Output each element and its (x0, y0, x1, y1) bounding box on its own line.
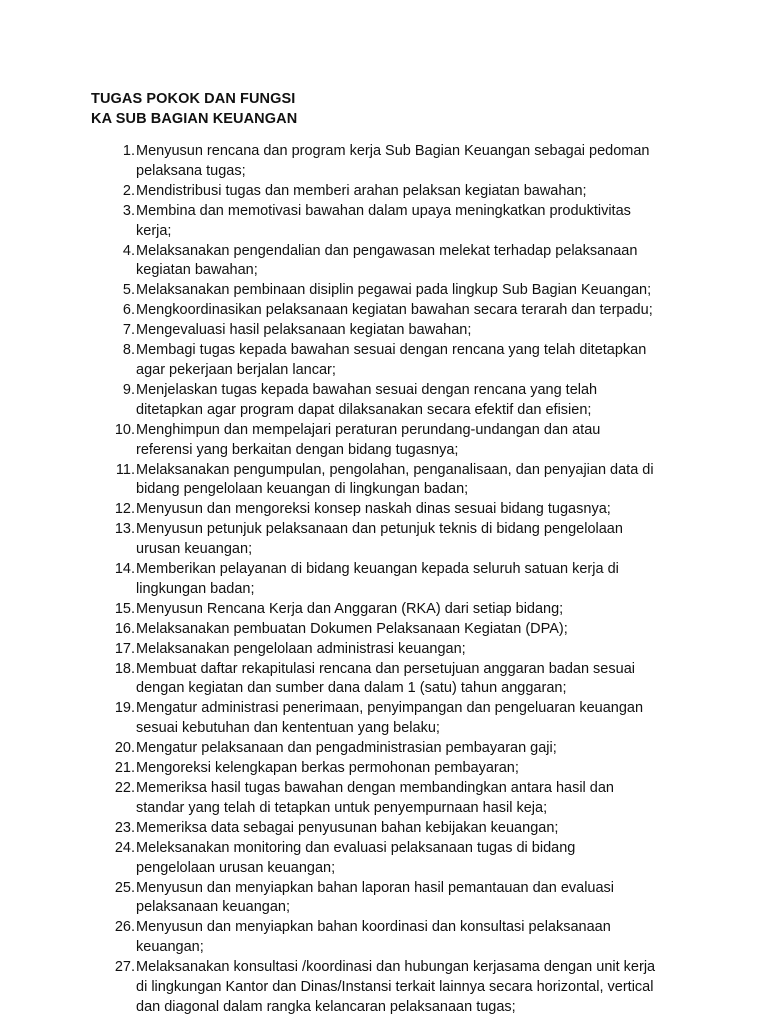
list-item (0, 640, 696, 660)
list-item-text-line: Menghimpun dan mempelajari peraturan perundang-undangan dan atau (136, 421, 601, 438)
list-item-text-line: Memeriksa hasil tugas bawahan dengan membandingkan antara hasil dan (136, 780, 614, 796)
list-item (0, 600, 696, 620)
list-item (0, 958, 696, 1018)
list-item (0, 421, 696, 461)
list-item-number: 26. (114, 919, 135, 936)
list-item-text-line: kegiatan bawahan; (136, 262, 258, 279)
list-item (0, 142, 696, 182)
list-item-number: 15. (114, 600, 135, 617)
list-item-number: 27. (114, 959, 135, 976)
list-item-text-line: Melaksanakan pengelolaan administrasi keuangan; (136, 640, 466, 657)
list-item-text-line: Mengatur pelaksanaan dan pengadministrasian pembayaran gaji; (136, 740, 557, 757)
list-item-number: 2. (122, 182, 135, 199)
list-item-text-line: Melaksanakan pengendalian dan pengawasan melekat terhadap pelaksanaan (136, 242, 638, 259)
list-item-text-line: Menyusun dan mengoreksi konsep naskah dinas sesuai bidang tugasnya; (136, 501, 611, 518)
list-item-number: 12. (114, 501, 135, 518)
list-item-text-line: standar yang telah di tetapkan untuk penyempurnaan hasil keja; (136, 799, 548, 816)
list-item-text-line: pelaksana tugas; (136, 162, 246, 179)
title-line-1: TUGAS POKOK DAN FUNGSI (91, 91, 296, 107)
list-item (0, 341, 696, 381)
list-item-text-line: Memberikan pelayanan di bidang keuangan kepada seluruh satuan kerja di (136, 561, 619, 578)
list-item-number: 23. (114, 819, 135, 836)
list-item-text-line: Memeriksa data sebagai penyusunan bahan kebijakan keuangan; (136, 819, 559, 836)
list-item-number: 7. (122, 322, 135, 339)
list-item-number: 16. (114, 620, 135, 637)
list-item-text-line: Melaksanakan pembinaan disiplin pegawai pada lingkup Sub Bagian Keuangan; (136, 282, 652, 299)
list-item (0, 699, 696, 739)
list-item (0, 879, 696, 919)
list-item (0, 660, 696, 700)
list-item-number: 25. (114, 879, 135, 896)
list-item-number: 21. (114, 760, 135, 777)
list-item (0, 739, 696, 759)
list-item-number: 24. (114, 839, 135, 856)
list-item-text-line: Menyusun rencana dan program kerja Sub Bagian Keuangan sebagai pedoman (136, 143, 650, 159)
list-item-text-line: bidang pengelolaan keuangan di lingkungan badan; (136, 481, 469, 498)
list-item-number: 6. (122, 302, 135, 319)
list-item-text-line: Mengoreksi kelengkapan berkas permohonan pembayaran; (136, 760, 519, 777)
list-item-text-line: Mengatur administrasi penerimaan, penyimpangan dan pengeluaran keuangan (136, 700, 644, 717)
list-item-text-line: Melaksanakan pengumpulan, pengolahan, penganalisaan, dan penyajian data di (136, 461, 654, 478)
list-item-number: 1. (122, 143, 135, 159)
list-item-text-line: sesuai kebutuhan dan kententuan yang belaku; (136, 720, 440, 737)
list-item (0, 301, 696, 321)
list-item (0, 520, 696, 560)
list-item (0, 560, 696, 600)
list-item-text-line: Menyusun dan menyiapkan bahan laporan hasil pemantauan dan evaluasi (136, 879, 615, 896)
list-item-number: 5. (122, 282, 135, 299)
list-item (0, 202, 696, 242)
list-item-text-line: lingkungan badan; (136, 580, 255, 597)
list-item-text-line: kerja; (136, 222, 172, 239)
list-item-text-line: urusan keuangan; (136, 541, 253, 558)
list-item (0, 281, 696, 301)
list-item-number: 14. (114, 561, 135, 578)
list-item-text-line: Menyusun dan menyiapkan bahan koordinasi dan konsultasi pelaksanaan (136, 919, 611, 936)
list-item-text-line: agar pekerjaan berjalan lancar; (136, 361, 336, 378)
list-item-text-line: Mengevaluasi hasil pelaksanaan kegiatan bawahan; (136, 322, 472, 339)
list-item-number: 3. (122, 202, 135, 219)
list-item-number: 8. (122, 342, 135, 359)
document-title (91, 89, 297, 129)
list-item-number: 20. (114, 740, 135, 757)
list-item (0, 182, 696, 202)
list-item (0, 779, 696, 819)
list-item-text-line: pelaksanaan keuangan; (136, 899, 290, 916)
list-item-text-line: Menjelaskan tugas kepada bawahan sesuai dengan rencana yang telah (136, 381, 598, 398)
list-item-text-line: Mengkoordinasikan pelaksanaan kegiatan bawahan secara terarah dan terpadu; (136, 302, 653, 319)
list-item-text-line: Menyusun petunjuk pelaksanaan dan petunjuk teknis di bidang pengelolaan (136, 521, 623, 538)
list-item-text-line: Meleksanakan monitoring dan evaluasi pelaksanaan tugas di bidang (136, 839, 576, 856)
list-item-text-line: Mendistribusi tugas dan memberi arahan pelaksan kegiatan bawahan; (136, 182, 587, 199)
list-item (0, 620, 696, 640)
list-item (0, 242, 696, 282)
list-item-text-line: di lingkungan Kantor dan Dinas/Instansi terkait lainnya secara horizontal, vertical (136, 979, 654, 996)
list-item-number: 4. (122, 242, 135, 259)
list-item-number: 11. (115, 461, 135, 478)
list-item (0, 759, 696, 779)
list-item-text-line: Membina dan memotivasi bawahan dalam upaya meningkatkan produktivitas (136, 202, 631, 219)
list-item-number: 19. (114, 700, 135, 717)
list-item (0, 500, 696, 520)
list-item-number: 10. (114, 421, 135, 438)
list-item (0, 321, 696, 341)
list-item-text-line: referensi yang berkaitan dengan bidang tugasnya; (136, 441, 459, 458)
duty-list (0, 142, 768, 1018)
list-item-number: 18. (114, 660, 135, 677)
list-item-text-line: Melaksanakan pembuatan Dokumen Pelaksanaan Kegiatan (DPA); (136, 620, 568, 637)
list-item-text-line: Menyusun Rencana Kerja dan Anggaran (RKA) dari setiap bidang; (136, 600, 564, 617)
list-item-number: 22. (114, 780, 135, 796)
list-item-number: 13. (114, 521, 135, 538)
list-item-number: 9. (122, 381, 135, 398)
list-item-text-line: ditetapkan agar program dapat dilaksanakan secara efektif dan efisien; (136, 401, 592, 418)
list-item (0, 839, 696, 879)
list-item (0, 819, 696, 839)
list-item-text-line: dengan kegiatan dan sumber dana dalam 1 (satu) tahun anggaran; (136, 680, 567, 697)
list-item (0, 381, 696, 421)
title-line-2: KA SUB BAGIAN KEUANGAN (91, 111, 298, 127)
list-item-text-line: keuangan; (136, 939, 204, 956)
list-item (0, 918, 696, 958)
list-item-text-line: pengelolaan urusan keuangan; (136, 859, 336, 876)
list-item-text-line: Membuat daftar rekapitulasi rencana dan persetujuan anggaran badan sesuai (136, 660, 635, 677)
list-item-number: 17. (114, 640, 135, 657)
list-item (0, 461, 696, 501)
list-item-text-line: Membagi tugas kepada bawahan sesuai dengan rencana yang telah ditetapkan (136, 342, 647, 359)
list-item-text-line: dan diagonal dalam rangka kelancaran pelaksanaan tugas; (136, 998, 516, 1015)
list-item-text-line: Melaksanakan konsultasi /koordinasi dan hubungan kerjasama dengan unit kerja (136, 959, 656, 976)
